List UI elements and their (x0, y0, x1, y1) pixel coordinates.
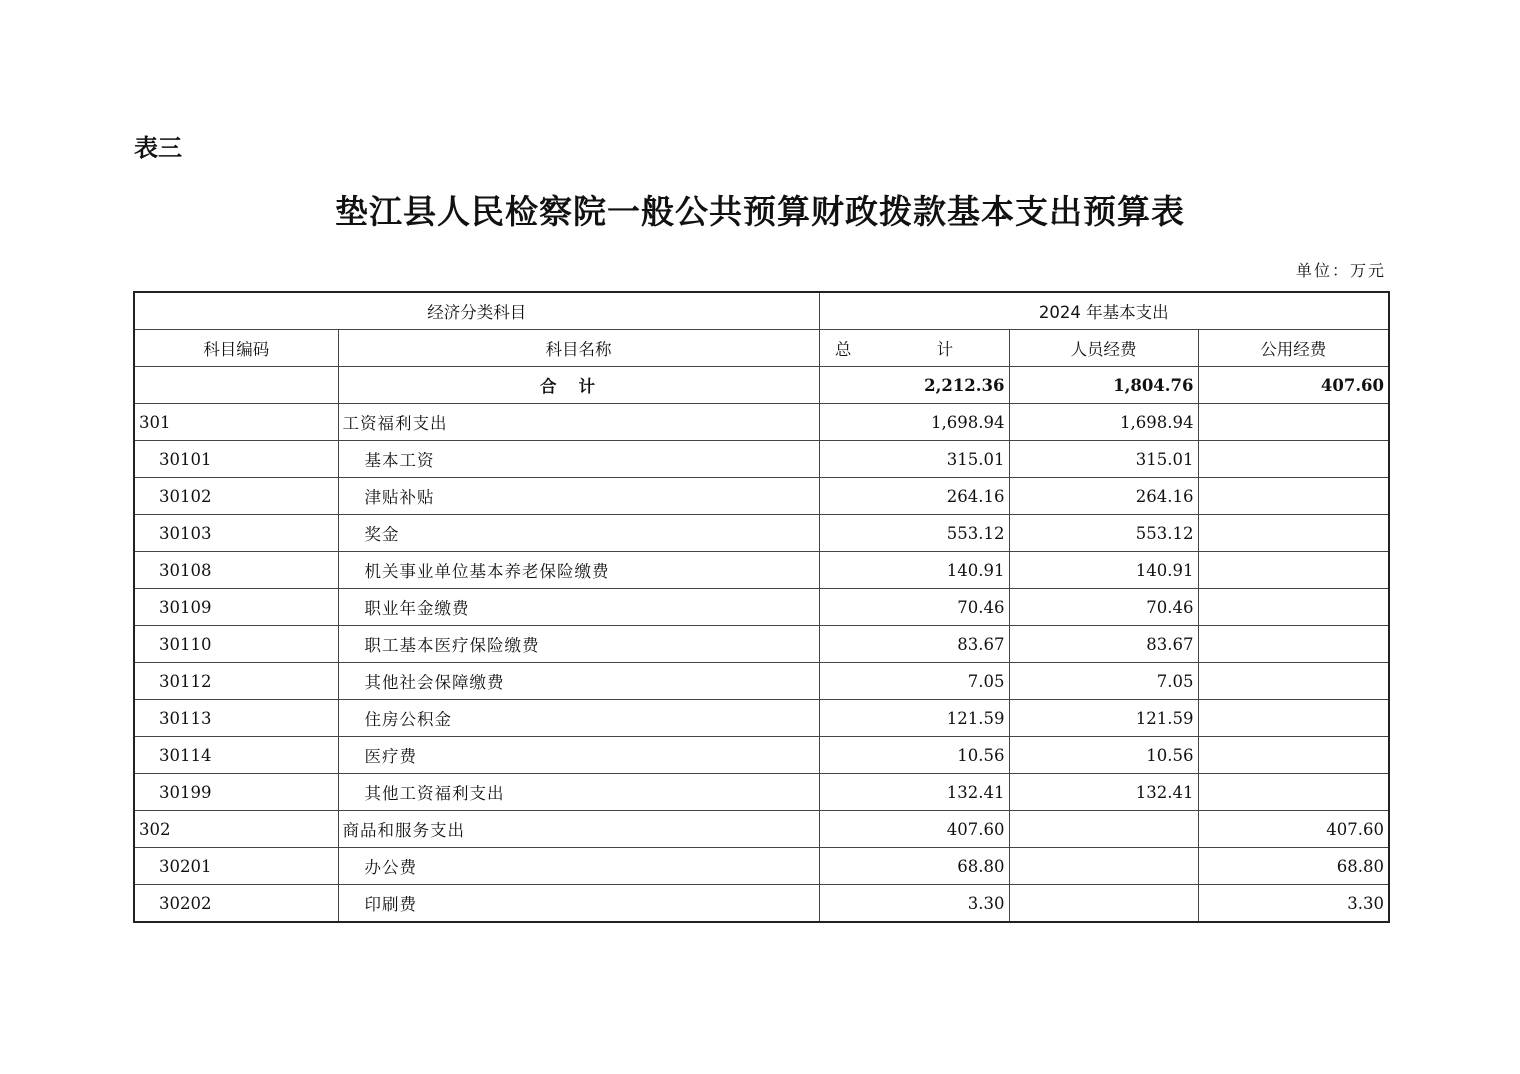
row-total: 264.16 (819, 478, 1009, 515)
table-label: 表三 (134, 134, 182, 162)
row-code: 30113 (134, 700, 338, 737)
row-personnel: 10.56 (1009, 737, 1198, 774)
row-public (1198, 515, 1389, 552)
row-code: 30110 (134, 626, 338, 663)
row-public (1198, 700, 1389, 737)
row-public (1198, 404, 1389, 441)
row-name: 职业年金缴费 (338, 589, 819, 626)
row-name: 奖金 (338, 515, 819, 552)
table-row (134, 885, 1389, 923)
row-personnel (1009, 848, 1198, 885)
row-personnel: 132.41 (1009, 774, 1198, 811)
row-total: 553.12 (819, 515, 1009, 552)
row-total: 140.91 (819, 552, 1009, 589)
header-code: 科目编码 (134, 330, 338, 367)
row-total: 121.59 (819, 700, 1009, 737)
row-code: 30112 (134, 663, 338, 700)
row-name: 其他社会保障缴费 (338, 663, 819, 700)
row-code: 30108 (134, 552, 338, 589)
table-row (134, 478, 1389, 515)
row-public (1198, 478, 1389, 515)
total-label: 合计 (338, 367, 819, 404)
row-public (1198, 589, 1389, 626)
row-personnel (1009, 811, 1198, 848)
row-total: 407.60 (819, 811, 1009, 848)
table-row (134, 848, 1389, 885)
row-public: 3.30 (1198, 885, 1389, 923)
row-code: 30201 (134, 848, 338, 885)
total-public: 407.60 (1198, 367, 1389, 404)
row-total: 68.80 (819, 848, 1009, 885)
row-name: 津贴补贴 (338, 478, 819, 515)
row-name: 工资福利支出 (338, 404, 819, 441)
table-row (134, 589, 1389, 626)
table-row (134, 552, 1389, 589)
row-public (1198, 737, 1389, 774)
row-public (1198, 441, 1389, 478)
row-personnel: 140.91 (1009, 552, 1198, 589)
row-code: 30103 (134, 515, 338, 552)
table-row (134, 774, 1389, 811)
total-row (134, 367, 1389, 404)
row-name: 住房公积金 (338, 700, 819, 737)
header-public: 公用经费 (1198, 330, 1389, 367)
row-personnel: 264.16 (1009, 478, 1198, 515)
row-total: 7.05 (819, 663, 1009, 700)
row-code: 30101 (134, 441, 338, 478)
row-name: 基本工资 (338, 441, 819, 478)
row-personnel (1009, 885, 1198, 923)
row-total: 70.46 (819, 589, 1009, 626)
row-personnel: 70.46 (1009, 589, 1198, 626)
row-public: 407.60 (1198, 811, 1389, 848)
table-row (134, 737, 1389, 774)
row-code: 301 (134, 404, 338, 441)
row-personnel: 553.12 (1009, 515, 1198, 552)
row-personnel: 121.59 (1009, 700, 1198, 737)
row-public (1198, 552, 1389, 589)
header-total: 总 计 (819, 330, 1009, 367)
unit-note: 单位：万元 (1295, 261, 1386, 280)
header-economic-classification: 经济分类科目 (134, 292, 819, 330)
header-column-row (134, 330, 1389, 367)
table-row (134, 626, 1389, 663)
row-code: 30114 (134, 737, 338, 774)
header-personnel: 人员经费 (1009, 330, 1198, 367)
row-code: 30199 (134, 774, 338, 811)
table-row (134, 404, 1389, 441)
row-code: 30202 (134, 885, 338, 923)
table-row (134, 441, 1389, 478)
row-total: 10.56 (819, 737, 1009, 774)
total-personnel: 1,804.76 (1009, 367, 1198, 404)
table-row (134, 663, 1389, 700)
header-group-row (134, 292, 1389, 330)
total-total: 2,212.36 (819, 367, 1009, 404)
row-public (1198, 626, 1389, 663)
row-public: 68.80 (1198, 848, 1389, 885)
row-total: 315.01 (819, 441, 1009, 478)
row-name: 其他工资福利支出 (338, 774, 819, 811)
row-name: 办公费 (338, 848, 819, 885)
row-code: 302 (134, 811, 338, 848)
row-personnel: 83.67 (1009, 626, 1198, 663)
row-personnel: 1,698.94 (1009, 404, 1198, 441)
row-total: 132.41 (819, 774, 1009, 811)
row-total: 83.67 (819, 626, 1009, 663)
total-code (134, 367, 338, 404)
row-public (1198, 663, 1389, 700)
row-name: 机关事业单位基本养老保险缴费 (338, 552, 819, 589)
row-name: 商品和服务支出 (338, 811, 819, 848)
row-total: 1,698.94 (819, 404, 1009, 441)
row-name: 印刷费 (338, 885, 819, 923)
header-name: 科目名称 (338, 330, 819, 367)
row-personnel: 7.05 (1009, 663, 1198, 700)
row-total: 3.30 (819, 885, 1009, 923)
row-name: 职工基本医疗保险缴费 (338, 626, 819, 663)
row-code: 30109 (134, 589, 338, 626)
budget-table (133, 291, 1390, 923)
table-row (134, 811, 1389, 848)
row-name: 医疗费 (338, 737, 819, 774)
row-code: 30102 (134, 478, 338, 515)
header-basic-expenditure: 2024 年基本支出 (819, 292, 1389, 330)
row-public (1198, 774, 1389, 811)
table-row (134, 515, 1389, 552)
table-row (134, 700, 1389, 737)
row-personnel: 315.01 (1009, 441, 1198, 478)
page-title: 垫江县人民检察院一般公共预算财政拨款基本支出预算表 (335, 192, 1185, 231)
